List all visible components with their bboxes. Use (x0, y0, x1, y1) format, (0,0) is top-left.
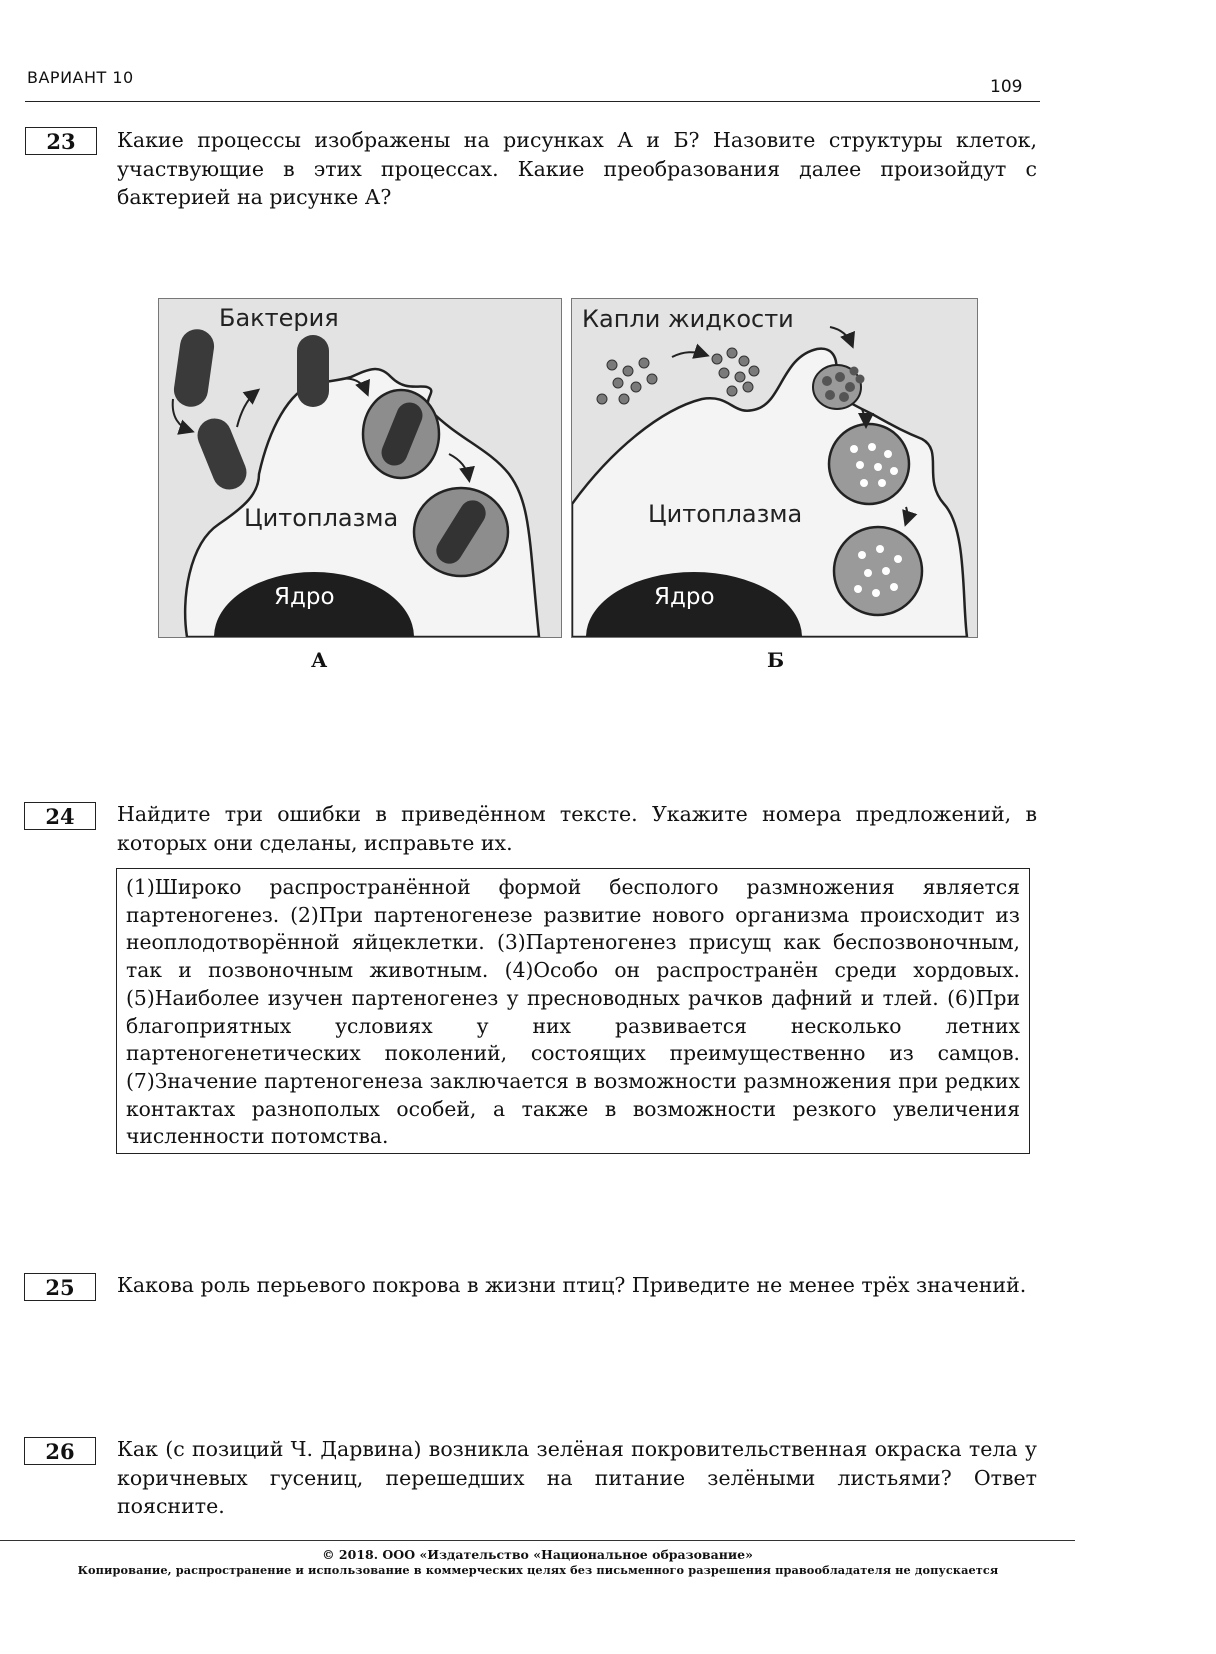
bacteria-label: Бактерия (219, 304, 339, 332)
task-25-number: 25 (24, 1273, 96, 1301)
task-26-number: 26 (24, 1437, 96, 1465)
bacterium-outside-2 (192, 413, 251, 494)
figure-a-caption: А (311, 648, 328, 672)
task-24-question: Найдите три ошибки в приведённом тексте. Укажите номера предложений, в которых они сделаны, исправьте их. (117, 802, 1037, 855)
arrow-icon (830, 327, 852, 345)
droplets-label: Капли жидкости (582, 305, 794, 333)
cytoplasm-label: Цитоплазма (648, 500, 803, 528)
task-23-number: 23 (25, 127, 97, 155)
footer-notice: Копирование, распространение и использование в коммерческих целях без письменного разрешения правообладателя не допускается (77, 1563, 999, 1577)
figure-a-phagocytosis (158, 298, 562, 638)
figure-b-pinocytosis (571, 298, 978, 638)
figure-a-drawing (159, 299, 561, 637)
bacterium-outside-1 (172, 327, 217, 409)
figure-b-drawing (572, 299, 977, 637)
page-number: 109 (990, 77, 1023, 97)
nucleus-label: Ядро (274, 584, 335, 610)
figure-b-caption: Б (767, 648, 785, 672)
task-25-question: Какова роль перьевого покрова в жизни птиц? Приведите не менее трёх значений. (117, 1273, 1027, 1297)
task-24-passage: (1)Широко распространённой формой бесполого размножения является партеногенез. (2)При партеногенезе развитие нового организма происходит из неоплодотворённой яйцеклетки. (3)Партеногенез присущ как беспозвоночным, так и позвоночным животным. (4)Особо он распространён среди хордовых. (5)Наиболее изучен партеногенез у пресноводных рачков дафний и тлей. (6)При благоприятных условиях у них развивается несколько летних партеногенетических поколений, состоящих преимущественно из самцов. (7)Значение партеногенеза заключается в возможности размножения при редких контактах разнополых особей, а также в возможности резкого увеличения численности потомства. (116, 868, 1030, 1154)
arrow-icon (672, 352, 706, 357)
variant-label: ВАРИАНТ 10 (27, 68, 134, 87)
footer-copyright: © 2018. ООО «Издательство «Национальное образование» (322, 1547, 753, 1562)
fluid-droplets (597, 348, 759, 404)
header-divider (25, 101, 1040, 102)
bacterium-entering (297, 335, 329, 407)
task-26-question: Как (с позиций Ч. Дарвина) возникла зелёная покровительственная окраска тела у коричневых гусениц, перешедших на питание зелёными листьями? Ответ поясните. (117, 1437, 1037, 1518)
pinocytic-vesicle (829, 424, 909, 504)
footer-divider (0, 1540, 1075, 1541)
task-23-question: Какие процессы изображены на рисунках А и Б? Назовите структуры клеток, участвующие в этих процессах. Какие преобразования далее произойдут с бактерией на рисунке А? (117, 128, 1037, 209)
task-24-number: 24 (24, 802, 96, 830)
pinosome (834, 527, 922, 615)
cytoplasm-label: Цитоплазма (244, 504, 399, 532)
arrow-icon (237, 391, 257, 427)
nucleus-label: Ядро (654, 584, 715, 610)
